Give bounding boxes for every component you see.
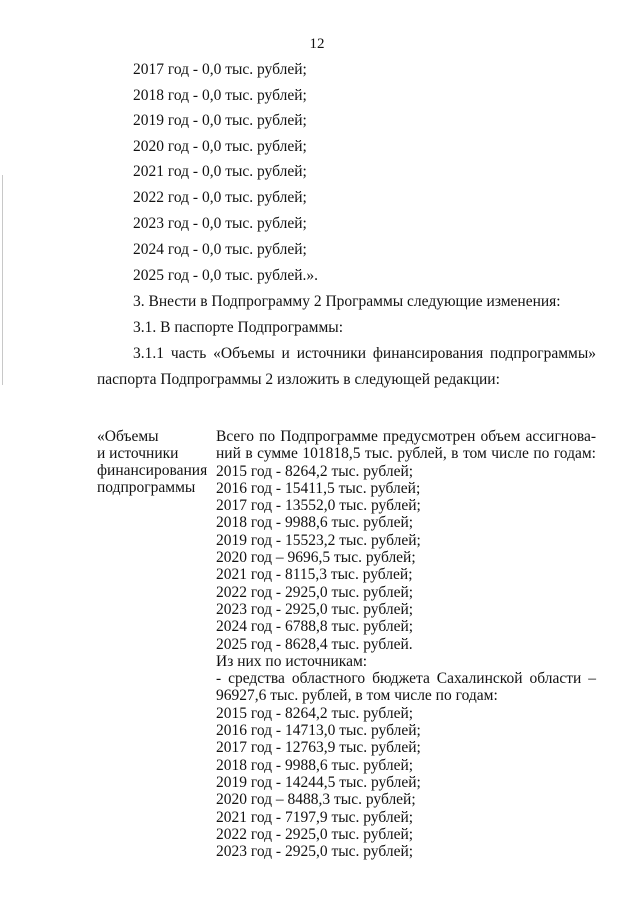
- list-item: 2023 год - 0,0 тыс. рублей;: [133, 215, 307, 232]
- table-label-line: финансирования: [97, 462, 208, 479]
- table-text-line: 2017 год - 12763,9 тыс. рублей;: [216, 739, 421, 757]
- table-left-column: [97, 428, 213, 496]
- table-text-line: 2020 год – 8488,3 тыс. рублей;: [216, 791, 416, 809]
- table-text-line: 2020 год – 9696,5 тыс. рублей;: [216, 549, 416, 567]
- table-right-column: [216, 428, 596, 860]
- table-text-line: 2016 год - 15411,5 тыс. рублей;: [216, 479, 421, 497]
- table-text-line: 2025 год - 8628,4 тыс. рублей.: [216, 635, 413, 653]
- list-item: 2025 год - 0,0 тыс. рублей.».: [133, 267, 319, 284]
- table-text-line: 2022 год - 2925,0 тыс. рублей;: [216, 825, 414, 843]
- scan-edge-mark: [2, 175, 3, 385]
- table-text-line: 2015 год - 8264,2 тыс. рублей;: [216, 704, 414, 722]
- table-text-line: 2018 год - 9988,6 тыс. рублей;: [216, 514, 414, 532]
- table-text-line: 2022 год - 2925,0 тыс. рублей;: [216, 583, 414, 601]
- table-text-line: 96927,6 тыс. рублей, в том числе по годам:: [216, 687, 498, 705]
- list-item: 2018 год - 0,0 тыс. рублей;: [133, 87, 307, 104]
- table-text-line: 2019 год - 15523,2 тыс. рублей;: [216, 531, 421, 549]
- table-text-line: Из них по источникам:: [216, 652, 368, 670]
- paragraph-3-1-1-continuation: паспорта Подпрограммы 2 изложить в следующей редакции:: [97, 371, 500, 388]
- table-label-line: подпрограммы: [97, 479, 196, 496]
- table-text-line: 2016 год - 14713,0 тыс. рублей;: [216, 722, 421, 740]
- table-text-line: 2015 год - 8264,2 тыс. рублей;: [216, 462, 414, 480]
- list-item: 2020 год - 0,0 тыс. рублей;: [133, 138, 307, 155]
- list-item: 2021 год - 0,0 тыс. рублей;: [133, 163, 307, 180]
- list-item: 2022 год - 0,0 тыс. рублей;: [133, 189, 307, 206]
- table-text-line: 2018 год - 9988,6 тыс. рублей;: [216, 756, 414, 774]
- table-text-line: 2023 год - 2925,0 тыс. рублей;: [216, 600, 414, 618]
- paragraph-3: 3. Внести в Подпрограмму 2 Программы следующие изменения:: [133, 293, 561, 310]
- table-text-line: 2019 год - 14244,5 тыс. рублей;: [216, 773, 421, 791]
- list-item: 2017 год - 0,0 тыс. рублей;: [133, 61, 307, 78]
- table-text-line: 2024 год - 6788,8 тыс. рублей;: [216, 618, 414, 636]
- list-item: 2019 год - 0,0 тыс. рублей;: [133, 112, 307, 129]
- table-text-line: Всего по Подпрограмме предусмотрен объем ассигнова-: [216, 428, 596, 445]
- table-text-line: 2021 год - 8115,3 тыс. рублей;: [216, 566, 413, 584]
- paragraph-3-1-1: 3.1.1 часть «Объемы и источники финансирования подпрограммы»: [133, 345, 596, 362]
- table-label-line: «Объемы: [97, 428, 159, 445]
- paragraph-3-1: 3.1. В паспорте Подпрограммы:: [133, 319, 344, 336]
- table-text-line: 2023 год - 2925,0 тыс. рублей;: [216, 843, 414, 861]
- list-item: 2024 год - 0,0 тыс. рублей;: [133, 241, 307, 258]
- table-label-line: и источники: [97, 445, 179, 462]
- table-text-line: 2017 год - 13552,0 тыс. рублей;: [216, 497, 421, 515]
- table-text-line: - средства областного бюджета Сахалинской области –: [216, 670, 596, 688]
- table-text-line: 2021 год - 7197,9 тыс. рублей;: [216, 808, 414, 826]
- table-text-line: ний в сумме 101818,5 тыс. рублей, в том числе по годам:: [216, 445, 596, 463]
- page-number: 12: [309, 36, 325, 52]
